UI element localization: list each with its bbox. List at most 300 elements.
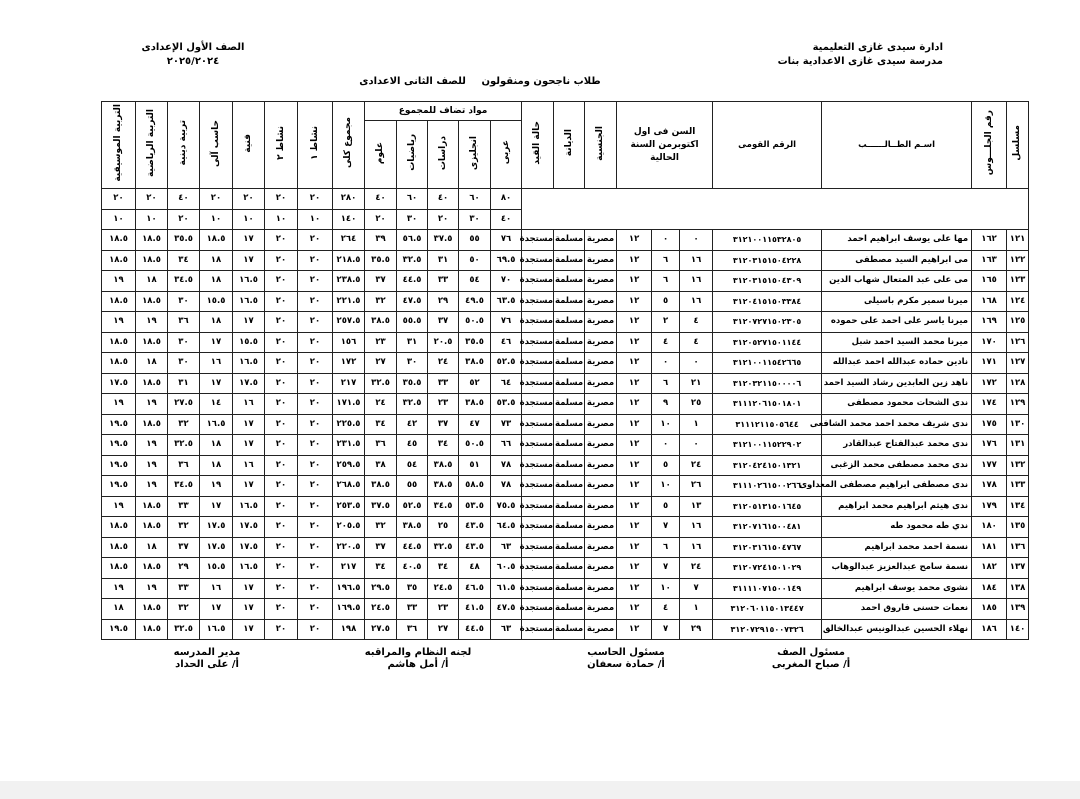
seat-cell: ١٨١: [972, 537, 1007, 558]
mark-cell: ٧٦: [491, 312, 522, 333]
student-name: ندى محمد عبدالفتاح عبدالقادر: [822, 435, 972, 456]
mark-cell: ٢٠: [265, 435, 298, 456]
mark-cell: ٣٨.٥: [459, 394, 491, 415]
mark-cell: ٤٥: [397, 435, 428, 456]
mark-cell: ٢٩: [428, 291, 459, 312]
mark-cell: ٢٠: [298, 353, 333, 374]
mark-cell: ١٨.٥: [136, 517, 168, 538]
mark-cell: ٣٣: [397, 599, 428, 620]
seat-cell: ١٦٥: [972, 271, 1007, 292]
serial-cell: ١٣٨: [1007, 578, 1029, 599]
principal-name: أ/ على الحداد: [175, 659, 239, 670]
col-science: علوم: [365, 121, 397, 189]
mark-cell: ٣٣: [168, 496, 200, 517]
seat-cell: ١٧٦: [972, 435, 1007, 456]
mark-cell: ١٧: [200, 599, 233, 620]
table-row: [69, 373, 1029, 394]
age-days: ٢٥: [680, 394, 713, 415]
signatures: [68, 647, 1001, 687]
serial-cell: ١٣٠: [1007, 414, 1029, 435]
mark-cell: ٣٣: [428, 373, 459, 394]
col-math: رياضيات: [397, 121, 428, 189]
mark-cell: ٣٤: [365, 414, 397, 435]
max-mark: ٢٠: [233, 189, 265, 210]
mark-cell: ٤٧.٥: [491, 599, 522, 620]
max-mark: ٤٠: [168, 189, 200, 210]
mark-cell: ٣٥.٥: [459, 332, 491, 353]
mark-cell: ١٩.٥: [102, 455, 136, 476]
mark-cell: ٥٠.٥: [459, 435, 491, 456]
student-name: ندى شريف محمد احمد محمد الشافعى: [822, 414, 972, 435]
national-id: ٣١٢٠٦٠١١٥٠١٣٤٤٧: [713, 599, 822, 620]
status-cell: مستجدة: [522, 578, 554, 599]
age-days: ١٣: [680, 496, 713, 517]
table-row: [69, 394, 1029, 415]
student-name: نعمات حسنى فاروق احمد: [822, 599, 972, 620]
seat-cell: ١٧٥: [972, 414, 1007, 435]
nationality-cell: مصرية: [585, 271, 617, 292]
age-days: ١٦: [680, 271, 713, 292]
max-mark: ٢٠: [200, 189, 233, 210]
mark-cell: ٣٠: [168, 353, 200, 374]
mark-cell: ٢٥: [428, 517, 459, 538]
status-cell: مستجدة: [522, 476, 554, 497]
mark-cell: ٢٠: [265, 496, 298, 517]
mark-cell: ٢٠: [298, 537, 333, 558]
seat-cell: ١٨٥: [972, 599, 1007, 620]
mark-cell: ١٩.٥: [102, 414, 136, 435]
age-years: ١٢: [617, 332, 652, 353]
min-mark: ٣٠: [397, 209, 428, 230]
mark-cell: ٣٦: [365, 435, 397, 456]
religion-cell: مسلمة: [554, 373, 585, 394]
mark-cell: ٣٠: [168, 291, 200, 312]
mark-cell: ١٨.٥: [136, 558, 168, 579]
mark-cell: ٢٠: [265, 312, 298, 333]
status-cell: مستجدة: [522, 353, 554, 374]
mark-cell: ٦٤.٥: [491, 517, 522, 538]
mark-cell: ٧٣: [491, 414, 522, 435]
subtitle-grade: للصف الثانى الاعدادى: [359, 76, 466, 87]
age-days: ٤: [680, 332, 713, 353]
grade-title: الصف الأول الإعدادى: [141, 42, 245, 53]
max-mark: ٦٠: [397, 189, 428, 210]
min-mark: ٢٠: [168, 209, 200, 230]
mark-cell: ٢٠: [265, 537, 298, 558]
mark-cell: ١٨.٥: [136, 599, 168, 620]
header-left: [128, 41, 258, 69]
mark-cell: ٣٩: [365, 230, 397, 251]
table-row: [69, 271, 1029, 292]
principal-title: مدير المدرسه: [173, 647, 241, 658]
min-mark: ١٠: [265, 209, 298, 230]
signature-committee: [348, 647, 488, 671]
mark-cell: ٦٦: [491, 435, 522, 456]
min-mark: ١٠: [233, 209, 265, 230]
max-mark: ٢٠: [136, 189, 168, 210]
mark-cell: ٢٠: [298, 332, 333, 353]
mark-cell: ٢٠: [265, 271, 298, 292]
mark-cell: ٥٠.٥: [459, 312, 491, 333]
mark-cell: ٢٠: [298, 455, 333, 476]
col-music: التربية الموسيقية: [102, 102, 136, 189]
max-mark: ٢٠: [265, 189, 298, 210]
serial-cell: ١٢٨: [1007, 373, 1029, 394]
religion-cell: مسلمة: [554, 230, 585, 251]
committee-name: أ/ أمل هاشم: [387, 659, 449, 670]
mark-cell: ٣٨: [365, 455, 397, 476]
table-row: [69, 558, 1029, 579]
mark-cell: ٦٣: [491, 619, 522, 640]
col-religious: تربية دينية: [168, 102, 200, 189]
nationality-cell: مصرية: [585, 414, 617, 435]
student-name: مى على عبد المتعال شهاب الدين: [822, 271, 972, 292]
mark-cell: ٢٥٣.٥: [333, 496, 365, 517]
mark-cell: ٢٠: [265, 558, 298, 579]
mark-cell: ٣٤: [168, 250, 200, 271]
mark-cell: ٣٧.٥: [365, 496, 397, 517]
mark-cell: ٣٤: [428, 558, 459, 579]
seat-cell: ١٦٨: [972, 291, 1007, 312]
serial-cell: ١٣٤: [1007, 496, 1029, 517]
mark-cell: ٢٢١.٥: [333, 291, 365, 312]
status-cell: مستجدة: [522, 558, 554, 579]
col-arabic: عربى: [491, 121, 522, 189]
student-name: ميرنا سمير مكرم باسيلى: [822, 291, 972, 312]
mark-cell: ٢٧.٥: [365, 619, 397, 640]
student-name: مى ابراهيم السيد مصطفى: [822, 250, 972, 271]
mark-cell: ٤٨: [459, 558, 491, 579]
mark-cell: ٢٧.٥: [168, 394, 200, 415]
mark-cell: ١٦.٥: [233, 558, 265, 579]
col-english: انجليزى: [459, 121, 491, 189]
nationality-cell: مصرية: [585, 455, 617, 476]
national-id: ٣١٢٠٣١٥١٥٠٤٣٠٩: [713, 271, 822, 292]
serial-cell: ١٢٧: [1007, 353, 1029, 374]
mark-cell: ١٨: [136, 353, 168, 374]
mark-cell: ١٧٢: [333, 353, 365, 374]
mark-cell: ١٩.٥: [102, 476, 136, 497]
mark-cell: ١٨.٥: [136, 332, 168, 353]
age-months: ٧: [652, 619, 680, 640]
status-cell: مستجدة: [522, 619, 554, 640]
max-mark: ٤٠: [365, 189, 397, 210]
student-name: نهلاء الحسين عبدالونيس عبدالخالق: [822, 619, 972, 640]
max-mark: ٢٨٠: [333, 189, 365, 210]
nationality-cell: مصرية: [585, 578, 617, 599]
mark-cell: ٥٠: [459, 250, 491, 271]
mark-cell: ٤٤.٥: [459, 619, 491, 640]
mark-cell: ١٥.٥: [200, 291, 233, 312]
mark-cell: ٣٨.٥: [428, 476, 459, 497]
nationality-cell: مصرية: [585, 373, 617, 394]
status-cell: مستجدة: [522, 250, 554, 271]
mark-cell: ١٨: [200, 455, 233, 476]
col-computer: حاسب آلى: [200, 102, 233, 189]
age-years: ١٢: [617, 435, 652, 456]
nationality-cell: مصرية: [585, 517, 617, 538]
religion-cell: مسلمة: [554, 517, 585, 538]
age-days: ١٦: [680, 291, 713, 312]
mark-cell: ١٨.٥: [200, 230, 233, 251]
seat-cell: ١٧٢: [972, 373, 1007, 394]
mark-cell: ١٦: [233, 455, 265, 476]
col-religion: الديانة: [554, 102, 585, 189]
table-row: [69, 414, 1029, 435]
mark-cell: ٣٧.٥: [428, 230, 459, 251]
mark-cell: ٣٢.٥: [365, 373, 397, 394]
serial-cell: ١٢٤: [1007, 291, 1029, 312]
min-mark: ١٠: [298, 209, 333, 230]
serial-cell: ١٣٦: [1007, 537, 1029, 558]
age-days: ١٦: [680, 537, 713, 558]
mark-cell: ١٩: [136, 435, 168, 456]
mark-cell: ١٥.٥: [233, 332, 265, 353]
mark-cell: ١٨.٥: [102, 558, 136, 579]
mark-cell: ٥٥: [459, 230, 491, 251]
mark-cell: ١٩: [200, 476, 233, 497]
serial-cell: ١٢٩: [1007, 394, 1029, 415]
mark-cell: ٤٤.٥: [397, 537, 428, 558]
mark-cell: ١٩: [102, 312, 136, 333]
mark-cell: ٤٩.٥: [459, 291, 491, 312]
religion-cell: مسلمة: [554, 578, 585, 599]
min-mark: ١٠: [200, 209, 233, 230]
mark-cell: ٢٠: [298, 599, 333, 620]
religion-cell: مسلمة: [554, 496, 585, 517]
mark-cell: ١٧.٥: [233, 517, 265, 538]
seat-cell: ١٧٤: [972, 394, 1007, 415]
mark-cell: ٢٣: [428, 394, 459, 415]
mark-cell: ٥٥.٥: [397, 312, 428, 333]
religion-cell: مسلمة: [554, 619, 585, 640]
mark-cell: ٢٧: [428, 619, 459, 640]
mark-cell: ٣١: [168, 373, 200, 394]
col-age: السن فى اول اكتوبرمن السنة الحالية: [617, 102, 713, 189]
age-years: ١٢: [617, 578, 652, 599]
status-cell: مستجدة: [522, 312, 554, 333]
mark-cell: ١٧: [200, 332, 233, 353]
computer-title: مسئول الحاسب: [587, 647, 665, 658]
mark-cell: ١٨.٥: [102, 291, 136, 312]
max-mark: ٤٠: [428, 189, 459, 210]
mark-cell: ٣٨.٥: [428, 455, 459, 476]
age-years: ١٢: [617, 496, 652, 517]
min-mark: ٣٠: [459, 209, 491, 230]
mark-cell: ٥٨.٥: [459, 476, 491, 497]
mark-cell: ١٦: [233, 394, 265, 415]
mark-cell: ٣١: [428, 250, 459, 271]
mark-cell: ٢٠: [298, 394, 333, 415]
mark-cell: ١٧: [233, 250, 265, 271]
nationality-cell: مصرية: [585, 537, 617, 558]
student-rows: [69, 230, 1029, 640]
mark-cell: ٢٣: [428, 599, 459, 620]
student-name: نسمة سامح عبدالعزيز عبدالوهاب: [822, 558, 972, 579]
mark-cell: ١٨: [136, 271, 168, 292]
mark-cell: ٢٠: [298, 230, 333, 251]
col-activity-2: نشاط ٢: [265, 102, 298, 189]
age-years: ١٢: [617, 230, 652, 251]
mark-cell: ١٧: [233, 476, 265, 497]
serial-cell: ١٣٥: [1007, 517, 1029, 538]
mark-cell: ١٨.٥: [136, 619, 168, 640]
age-months: ٠: [652, 353, 680, 374]
status-cell: مستجدة: [522, 599, 554, 620]
mark-cell: ١٩: [136, 455, 168, 476]
seat-cell: ١٦٣: [972, 250, 1007, 271]
mark-cell: ٢٠: [265, 353, 298, 374]
age-days: ٠: [680, 435, 713, 456]
age-days: ١: [680, 599, 713, 620]
age-days: ٢٤: [680, 455, 713, 476]
national-id: ٣١٢٠٧٢٩١٥٠٠٧٣٢٦: [713, 619, 822, 640]
mark-cell: ٢٠: [265, 599, 298, 620]
table-row: [69, 517, 1029, 538]
mark-cell: ٢٤.٥: [365, 599, 397, 620]
mark-cell: ٢٠: [265, 394, 298, 415]
mark-cell: ١٨: [200, 271, 233, 292]
seat-cell: ١٨٢: [972, 558, 1007, 579]
mark-cell: ٣٢: [365, 517, 397, 538]
min-mark: ١٠: [136, 209, 168, 230]
student-name: ناهد زين العابدين رشاد السيد احمد: [822, 373, 972, 394]
academic-year: ٢٠٢٥/٢٠٢٤: [166, 56, 220, 67]
mark-cell: ٦١.٥: [491, 578, 522, 599]
status-cell: مستجدة: [522, 291, 554, 312]
mark-cell: ١٩٨: [333, 619, 365, 640]
mark-cell: ١٨.٥: [102, 230, 136, 251]
mark-cell: ٢٠: [298, 250, 333, 271]
mark-cell: ١٨.٥: [136, 250, 168, 271]
mark-cell: ٢٠: [298, 271, 333, 292]
status-cell: مستجدة: [522, 537, 554, 558]
age-days: ٠: [680, 230, 713, 251]
mark-cell: ١٨: [200, 435, 233, 456]
mark-cell: ٣٢: [365, 291, 397, 312]
national-id: ٣١٢٠٣٢١١٥٠٠٠٠٦: [713, 373, 822, 394]
age-years: ١٢: [617, 353, 652, 374]
grade-head-name: أ/ صباح المغربى: [771, 659, 851, 670]
mark-cell: ٢٠: [265, 373, 298, 394]
mark-cell: ١٧: [233, 414, 265, 435]
age-months: ١٠: [652, 578, 680, 599]
national-id: ٣١٢١٠٠١١٥٢٢٩٠٢: [713, 435, 822, 456]
student-name: ندى مصطفى ابراهيم مصطفى المعداوى: [822, 476, 972, 497]
table-row: [69, 599, 1029, 620]
serial-cell: ١٣٢: [1007, 455, 1029, 476]
max-mark: ٦٠: [459, 189, 491, 210]
mark-cell: ١٩: [102, 394, 136, 415]
mark-cell: ٢٩.٥: [365, 578, 397, 599]
seat-cell: ١٦٢: [972, 230, 1007, 251]
mark-cell: ٥٤: [397, 455, 428, 476]
nationality-cell: مصرية: [585, 353, 617, 374]
mark-cell: ٣١: [397, 332, 428, 353]
col-seat: رقم الجلـــوس: [972, 102, 1007, 189]
age-years: ١٢: [617, 599, 652, 620]
age-months: ٦: [652, 373, 680, 394]
report-subtitle: [300, 76, 660, 87]
age-days: ١: [680, 414, 713, 435]
mark-cell: ١٧: [200, 373, 233, 394]
status-cell: مستجدة: [522, 230, 554, 251]
age-months: ٥: [652, 291, 680, 312]
mark-cell: ٤٦.٥: [459, 578, 491, 599]
mark-cell: ١٩: [136, 394, 168, 415]
mark-cell: ٣٦: [168, 455, 200, 476]
mark-cell: ٧٨: [491, 476, 522, 497]
national-id: ٣١١١٢١١٥٠٥٦٤٤: [713, 414, 822, 435]
signature-grade-head: [741, 647, 881, 671]
mark-cell: ٢٠: [298, 578, 333, 599]
mark-cell: ٣٣: [168, 578, 200, 599]
religion-cell: مسلمة: [554, 599, 585, 620]
age-years: ١٢: [617, 394, 652, 415]
age-years: ١٢: [617, 619, 652, 640]
student-name: ميرنا ياسر على احمد على حموده: [822, 312, 972, 333]
mark-cell: ٢٠: [265, 230, 298, 251]
religion-cell: مسلمة: [554, 312, 585, 333]
mark-cell: ٣٧: [365, 271, 397, 292]
mark-cell: ٢٠: [265, 291, 298, 312]
age-months: ٤: [652, 599, 680, 620]
mark-cell: ١٨.٥: [136, 373, 168, 394]
status-cell: مستجدة: [522, 373, 554, 394]
mark-cell: ٣٥.٥: [168, 230, 200, 251]
mark-cell: ٥٥: [397, 476, 428, 497]
mark-cell: ١٦.٥: [200, 414, 233, 435]
mark-cell: ٣٤.٥: [168, 271, 200, 292]
mark-cell: ٢٠: [265, 517, 298, 538]
mark-cell: ٢٩: [168, 558, 200, 579]
nationality-cell: مصرية: [585, 312, 617, 333]
age-months: ١٠: [652, 476, 680, 497]
mark-cell: ٣٧: [428, 414, 459, 435]
max-mark: ٨٠: [491, 189, 522, 210]
table-row: [69, 537, 1029, 558]
mark-cell: ٣٢.٥: [168, 619, 200, 640]
mark-cell: ٢٠: [298, 496, 333, 517]
mark-cell: ٤٢: [397, 414, 428, 435]
religion-cell: مسلمة: [554, 435, 585, 456]
serial-cell: ١٢٥: [1007, 312, 1029, 333]
nationality-cell: مصرية: [585, 619, 617, 640]
signature-principal: [137, 647, 277, 671]
mark-cell: ٢٤.٥: [428, 578, 459, 599]
mark-cell: ١٦: [200, 353, 233, 374]
religion-cell: مسلمة: [554, 332, 585, 353]
mark-cell: ٢٠: [265, 250, 298, 271]
national-id: ٣١٢٠٤٢٤١٥٠١٣٢١: [713, 455, 822, 476]
serial-cell: ١٢٣: [1007, 271, 1029, 292]
mark-cell: ٢٤: [365, 394, 397, 415]
age-days: ٤: [680, 312, 713, 333]
col-sports: التربية الرياضية: [136, 102, 168, 189]
age-months: ٢: [652, 312, 680, 333]
mark-cell: ٢٣١.٥: [333, 435, 365, 456]
nationality-cell: مصرية: [585, 291, 617, 312]
mark-cell: ٤٣.٥: [459, 537, 491, 558]
seat-cell: ١٧٧: [972, 455, 1007, 476]
status-cell: مستجدة: [522, 496, 554, 517]
table-row: [69, 496, 1029, 517]
mark-cell: ٥٤: [459, 271, 491, 292]
religion-cell: مسلمة: [554, 455, 585, 476]
age-months: ٠: [652, 435, 680, 456]
mark-cell: ١٩: [102, 578, 136, 599]
mark-cell: ٣٠: [397, 353, 428, 374]
